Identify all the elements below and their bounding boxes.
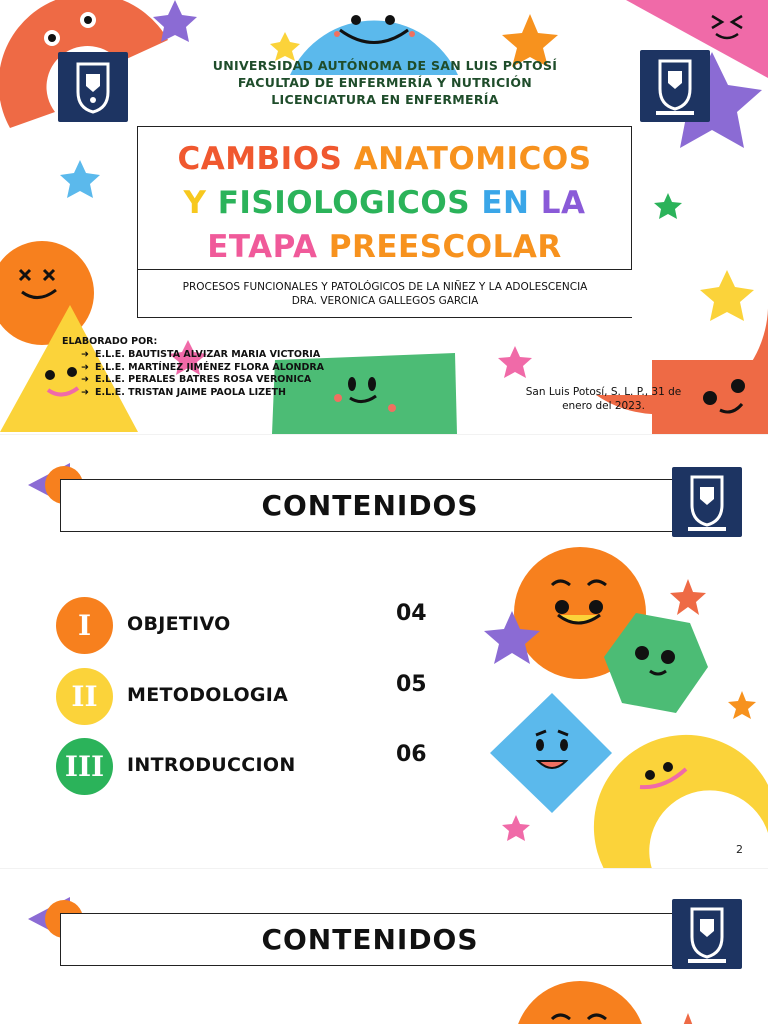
title-word: PREESCOLAR <box>328 229 562 265</box>
orange-star-icon <box>670 579 706 615</box>
orange-star-icon <box>670 1013 706 1024</box>
slide-page-number: 2 <box>736 843 743 856</box>
pink-star-icon <box>502 815 530 841</box>
title-word: ETAPA <box>207 229 318 265</box>
university-logo <box>672 467 742 537</box>
title-word: FISIOLOGICOS <box>217 185 471 221</box>
toc-numeral-badge: III <box>56 738 113 795</box>
crest-icon <box>672 467 742 537</box>
title-word: ANATOMICOS <box>353 141 592 177</box>
blue-diamond-face <box>490 693 612 813</box>
course-box <box>137 270 632 318</box>
title-box <box>137 126 632 270</box>
toc-item-metodologia[interactable] <box>56 668 456 728</box>
faculty-name: FACULTAD DE ENFERMERÍA Y NUTRICIÓN <box>237 75 533 90</box>
authors-list <box>62 349 324 400</box>
toc-page-number: 05 <box>396 672 427 697</box>
presentation-title <box>138 137 631 269</box>
section-title: CONTENIDOS <box>261 923 479 956</box>
slide-cover <box>0 0 768 434</box>
toc-item-objetivo[interactable] <box>56 597 456 657</box>
crest-icon <box>672 899 742 969</box>
author-item: ➜ E.L.E. PERALES BATRES ROSA VERONICA <box>99 374 324 387</box>
crest-icon <box>640 50 710 122</box>
title-line-3 <box>138 225 631 269</box>
university-logo-right <box>640 50 710 122</box>
title-line-1 <box>138 137 631 181</box>
toc-label: INTRODUCCION <box>127 754 296 776</box>
title-word: CAMBIOS <box>177 141 343 177</box>
toc-numeral-badge: II <box>56 668 113 725</box>
degree-name: LICENCIATURA EN ENFERMERÍA <box>271 92 499 107</box>
toc-label: OBJETIVO <box>127 613 231 635</box>
author-item: ➜ E.L.E. TRISTAN JAIME PAOLA LIZETH <box>99 387 324 400</box>
authors-block <box>62 336 324 400</box>
section-header <box>60 479 680 532</box>
toc-item-introduccion[interactable] <box>56 738 456 798</box>
toc-page-number: 04 <box>396 601 427 626</box>
toc-page-number: 06 <box>396 742 427 767</box>
author-item: ➜ E.L.E. BAUTISTA ALVIZAR MARIA VICTORIA <box>99 349 324 362</box>
toc-numeral-badge: I <box>56 597 113 654</box>
blue-star-icon <box>60 160 100 198</box>
authors-label: ELABORADO POR: <box>62 336 158 347</box>
course-name: PROCESOS FUNCIONALES Y PATOLÓGICOS DE LA NIÑEZ Y LA ADOLESCENCIA <box>182 281 588 293</box>
green-star-icon <box>654 193 682 219</box>
pink-star-icon <box>498 346 532 378</box>
teacher-name: DRA. VERONICA GALLEGOS GARCIA <box>291 295 479 307</box>
toc-label: METODOLOGIA <box>127 684 289 706</box>
date-location: San Luis Potosí, S. L. P., 31 de enero del 2023. <box>525 386 682 412</box>
section-title: CONTENIDOS <box>261 489 479 522</box>
university-logo-left <box>58 52 128 122</box>
orange-circle-face <box>514 981 646 1024</box>
author-item: ➜ E.L.E. MARTÍNEZ JIMÉNEZ FLORA ALONDRA <box>99 362 324 375</box>
slide-contents <box>0 434 768 868</box>
crest-icon <box>58 52 128 122</box>
university-name: UNIVERSIDAD AUTÓNOMA DE SAN LUIS POTOSÍ <box>212 58 558 73</box>
title-word: EN <box>481 185 530 221</box>
orange-star-icon <box>728 691 756 719</box>
yellow-star-icon <box>700 270 754 321</box>
university-logo <box>672 899 742 969</box>
slide-contents-partial <box>0 868 768 1024</box>
title-word: Y <box>183 185 207 221</box>
title-line-2 <box>138 181 631 225</box>
institution-header <box>140 57 630 108</box>
section-header <box>60 913 680 966</box>
title-word: LA <box>540 185 586 221</box>
